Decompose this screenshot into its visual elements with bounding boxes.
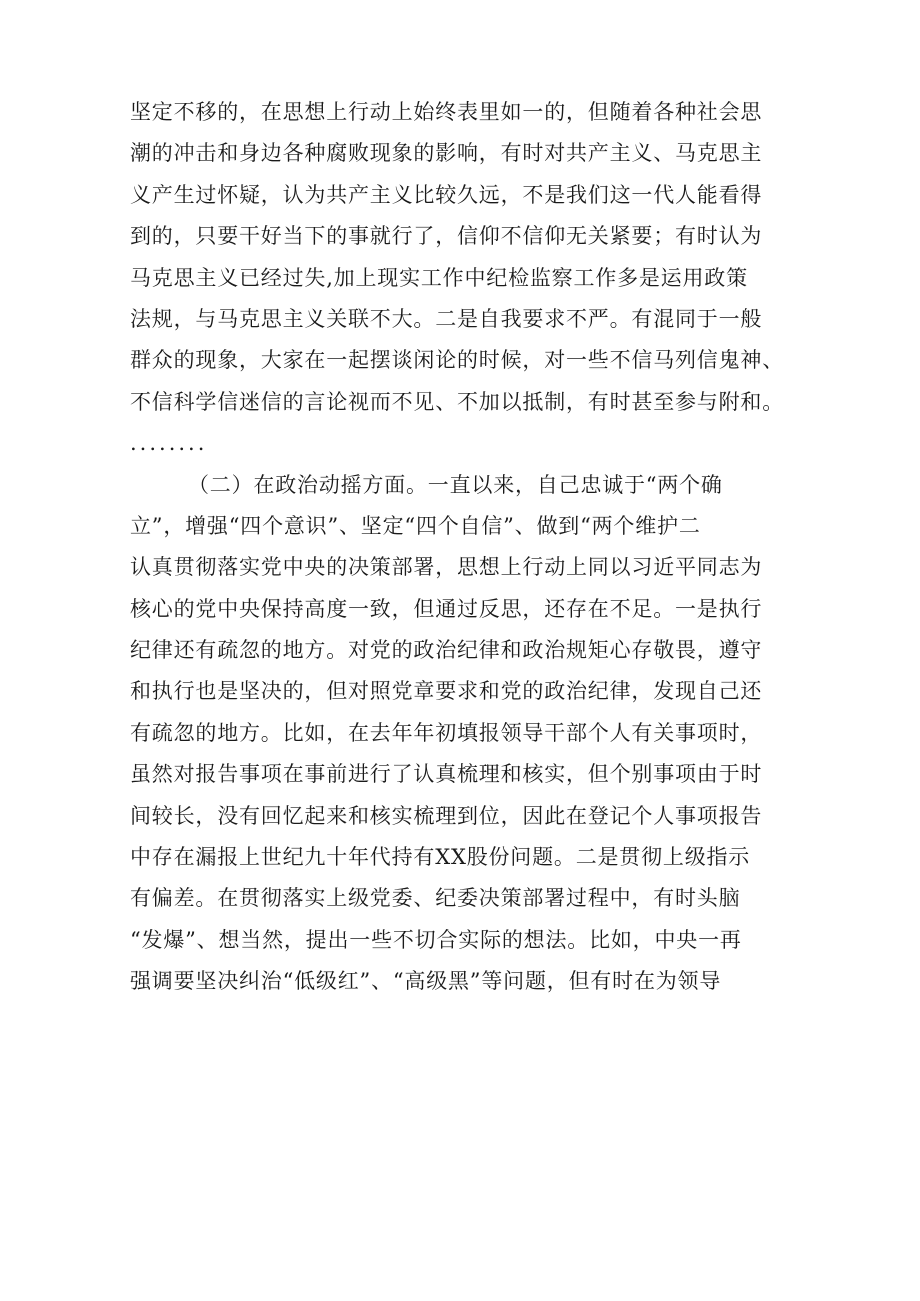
text-line: 核心的党中央保持高度一致，但通过反思，还存在不足。一是执行 bbox=[130, 596, 763, 621]
body-text bbox=[130, 92, 810, 1003]
text-line: 间较长，没有回忆起来和核实梳理到位，因此在登记个人事项报告 bbox=[130, 803, 763, 828]
text-line: 群众的现象，大家在一起摆谈闲论的时候，对一些不信马列信鬼神、 bbox=[130, 348, 784, 373]
text-line: 有疏忽的地方。比如，在去年年初填报领导干部个人有关事项时， bbox=[130, 720, 763, 745]
text-line: 认真贯彻落实党中央的决策部署，思想上行动上同以习近平同志为 bbox=[130, 555, 763, 580]
text-line: 中存在漏报上世纪九十年代持有XX股份问题。二是贯彻上级指示 bbox=[130, 845, 751, 870]
text-line: 马克思主义已经过失,加上现实工作中纪检监察工作多是运用政策 bbox=[130, 265, 748, 290]
section-heading-line: （二）在政治动摇方面。一直以来，自己忠诚于“两个确 bbox=[188, 472, 723, 497]
text-line: 虽然对报告事项在事前进行了认真梳理和核实，但个别事项由于时 bbox=[130, 762, 763, 787]
text-line: 坚定不移的，在思想上行动上始终表里如一的，但随着各种社会思 bbox=[130, 100, 763, 124]
text-line: 到的，只要干好当下的事就行了，信仰不信仰无关紧要；有时认为 bbox=[130, 224, 763, 249]
text-line: 强调要坚决纠治“低级红”、“高级黑”等问题，但有时在为领导 bbox=[130, 969, 722, 994]
ellipsis-line: ........ bbox=[130, 431, 208, 456]
text-line: 立”，增强“四个意识”、坚定“四个自信”、做到“两个维护二 bbox=[130, 513, 701, 538]
text-line: 和执行也是坚决的，但对照党章要求和党的政治纪律，发现自己还 bbox=[130, 679, 763, 704]
text-line: 纪律还有疏忽的地方。对党的政治纪律和政治规矩心存敬畏，遵守 bbox=[130, 638, 763, 663]
text-line: 不信科学信迷信的言论视而不见、不加以抵制，有时甚至参与附和。 bbox=[130, 389, 784, 414]
text-line: 义产生过怀疑，认为共产主义比较久远，不是我们这一代人能看得 bbox=[130, 182, 763, 207]
text-line: 潮的冲击和身边各种腐败现象的影响，有时对共产主义、马克思主 bbox=[130, 141, 763, 166]
text-line: 法规，与马克思主义关联不大。二是自我要求不严。有混同于一般 bbox=[130, 306, 763, 331]
text-line: “发爆”、想当然，提出一些不切合实际的想法。比如，中央一再 bbox=[130, 927, 742, 952]
text-line: 有偏差。在贯彻落实上级党委、纪委决策部署过程中，有时头脑 bbox=[130, 886, 741, 911]
